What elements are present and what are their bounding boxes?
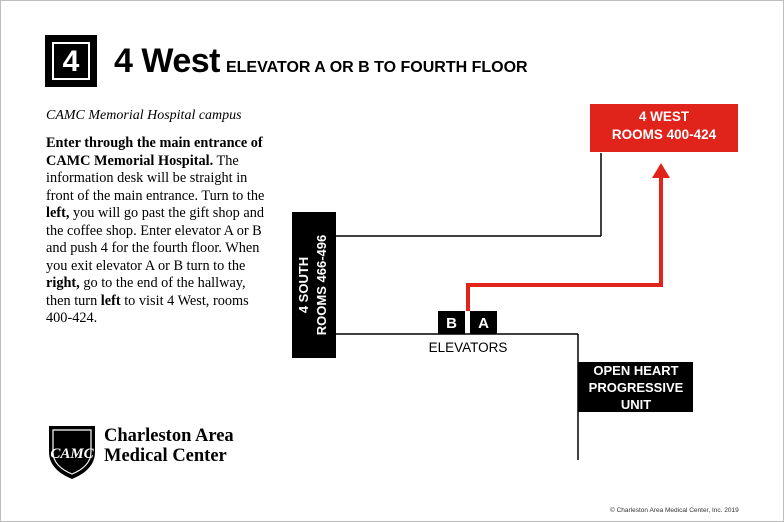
open-heart-line2: PROGRESSIVE xyxy=(588,380,684,395)
directions-text-8: to visit 4 West, rooms 400-424. xyxy=(46,292,249,326)
south-wing-line1: 4 SOUTH xyxy=(296,256,311,314)
logo-line2: Medical Center xyxy=(104,446,227,466)
campus-label: CAMC Memorial Hospital campus xyxy=(46,108,242,123)
directions-text-2: The information desk will be straight in front of the main entrance. Turn to the xyxy=(46,152,265,204)
elevators-label: ELEVATORS xyxy=(428,340,508,355)
open-heart-line3: UNIT xyxy=(620,397,652,412)
open-heart-line1: OPEN HEART xyxy=(593,363,679,378)
camc-logo xyxy=(46,424,246,480)
title-subtitle: ELEVATOR A OR B TO FOURTH FLOOR xyxy=(225,59,528,76)
logo-line1: Charleston Area xyxy=(104,426,234,446)
directions-bold-1: Enter through the main entrance of CAMC Memorial Hospital. xyxy=(46,135,263,169)
camc-shield-icon xyxy=(46,424,98,480)
directions-bold-right: right, xyxy=(46,275,80,291)
directions-text-4: you will go past the gift shop and the coffee shop. Enter elevator A or B and push 4 for the fourth floor. When you exit elevator A or B turn to the xyxy=(46,205,265,274)
route-path xyxy=(468,175,661,311)
logo-mark: CAMC xyxy=(50,446,94,462)
destination-line1: 4 WEST xyxy=(638,109,690,124)
elevator-b-label: B xyxy=(446,315,457,332)
title-main: 4 West xyxy=(114,42,220,80)
directions-bold-left: left, xyxy=(46,205,70,221)
route-arrowhead xyxy=(652,163,670,178)
elevator-a-label: A xyxy=(478,315,489,332)
south-wing-line2: ROOMS 466-496 xyxy=(314,234,329,336)
directions-bold-left-2: left xyxy=(100,292,121,309)
copyright: © Charleston Area Medical Center, Inc. 2019 xyxy=(610,507,739,514)
directions-text-6: go to the end of the hallway, then turn xyxy=(46,275,246,309)
floor-number: 4 xyxy=(52,42,90,80)
destination-line2: ROOMS 400-424 xyxy=(611,127,717,142)
